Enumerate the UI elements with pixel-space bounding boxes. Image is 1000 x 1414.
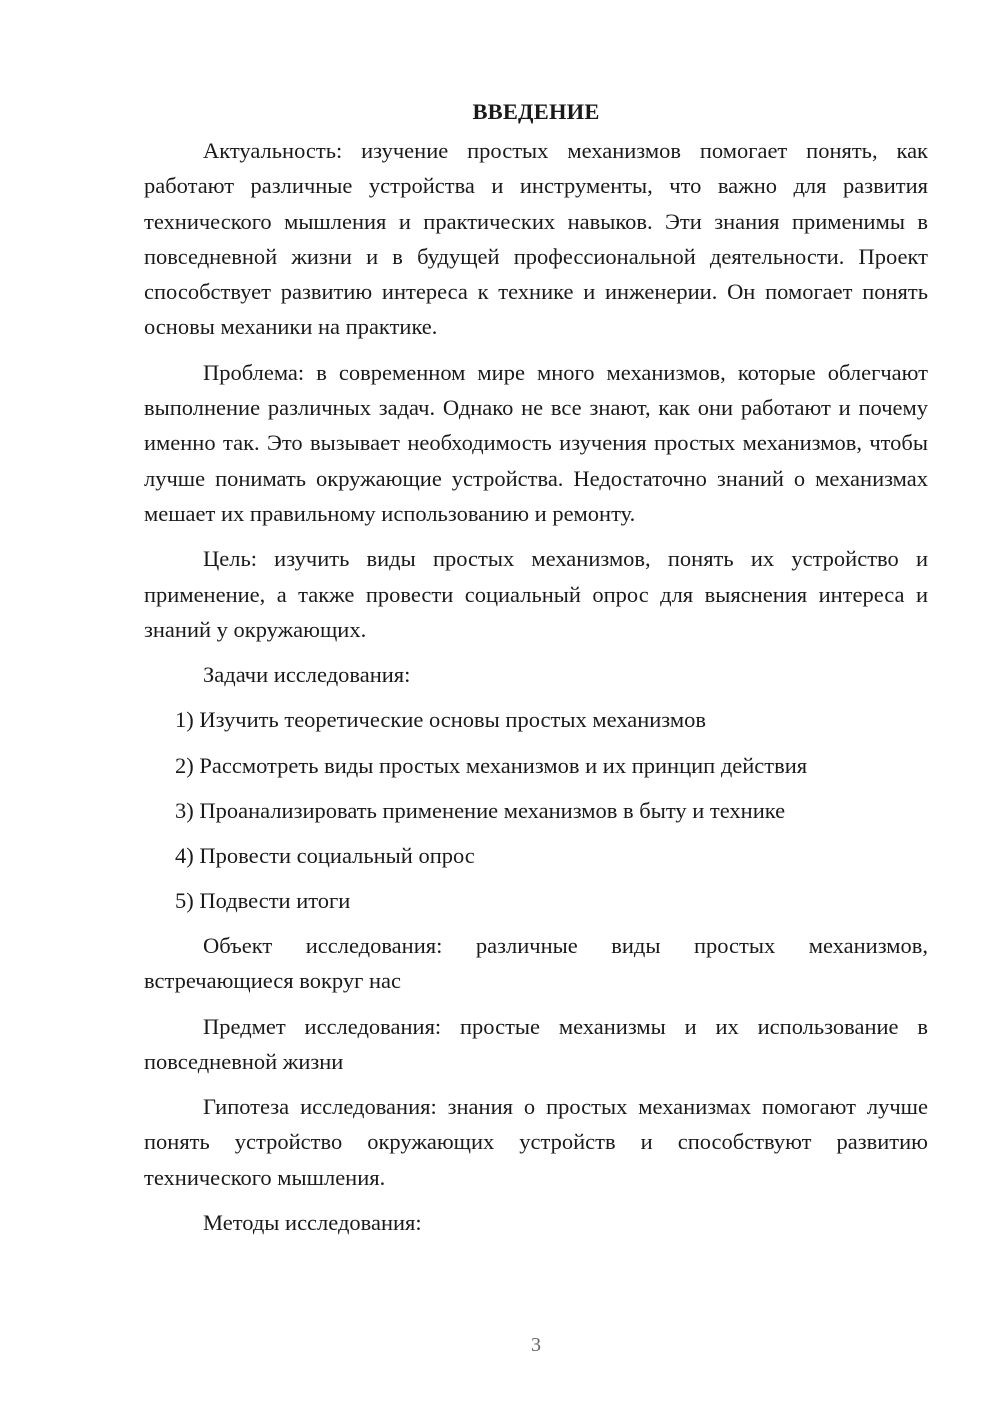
tasks-list xyxy=(144,702,928,918)
problem-paragraph: Проблема: в современном мире много механизмов, которые облегчают выполнение различных задач. Однако не все знают, как они работают и почему именно так. Это вызывает необходимость изучения простых механизмов, чтобы лучше понимать окружающие устройства. Недостаточно знаний о механизмах мешает их правильному использованию и ремонту. xyxy=(144,359,928,526)
page-number: 3 xyxy=(531,1334,541,1356)
task-item: 4) Провести социальный опрос xyxy=(175,842,475,868)
relevance-paragraph: Актуальность: изучение простых механизмов помогает понять, как работают различные устройства и инструменты, что важно для развития технического мышления и практических навыков. Эти знания применимы в повседневной жизни и в будущей профессиональной деятельности. Проект способствует развитию интереса к технике и инженерии. Он помогает понять основы механики на практике. xyxy=(144,138,928,340)
task-item: 3) Проанализировать применение механизмов в быту и технике xyxy=(175,797,786,823)
hypothesis-paragraph: Гипотеза исследования: знания о простых механизмах помогают лучше понять устройство окружающих устройств и способствуют развитию технического мышления. xyxy=(144,1094,928,1190)
methods-paragraph: Методы исследования: xyxy=(203,1210,422,1235)
tasks-title: Задачи исследования: xyxy=(203,662,411,688)
object-paragraph: Объект исследования: различные виды простых механизмов, встречающиеся вокруг нас xyxy=(144,932,928,994)
task-item: 5) Подвести итоги xyxy=(175,887,351,913)
task-item: 2) Рассмотреть виды простых механизмов и их принцип действия xyxy=(175,752,808,778)
task-item: 1) Изучить теоретические основы простых механизмов xyxy=(175,707,706,733)
section-heading: ВВЕДЕНИЕ xyxy=(472,99,600,124)
page-content xyxy=(144,94,928,1250)
subject-paragraph: Предмет исследования: простые механизмы и их использование в повседневной жизни xyxy=(144,1013,928,1074)
goal-paragraph: Цель: изучить виды простых механизмов, понять их устройство и применение, а также провести социальный опрос для выяснения интереса и знаний у окружающих. xyxy=(144,546,928,642)
